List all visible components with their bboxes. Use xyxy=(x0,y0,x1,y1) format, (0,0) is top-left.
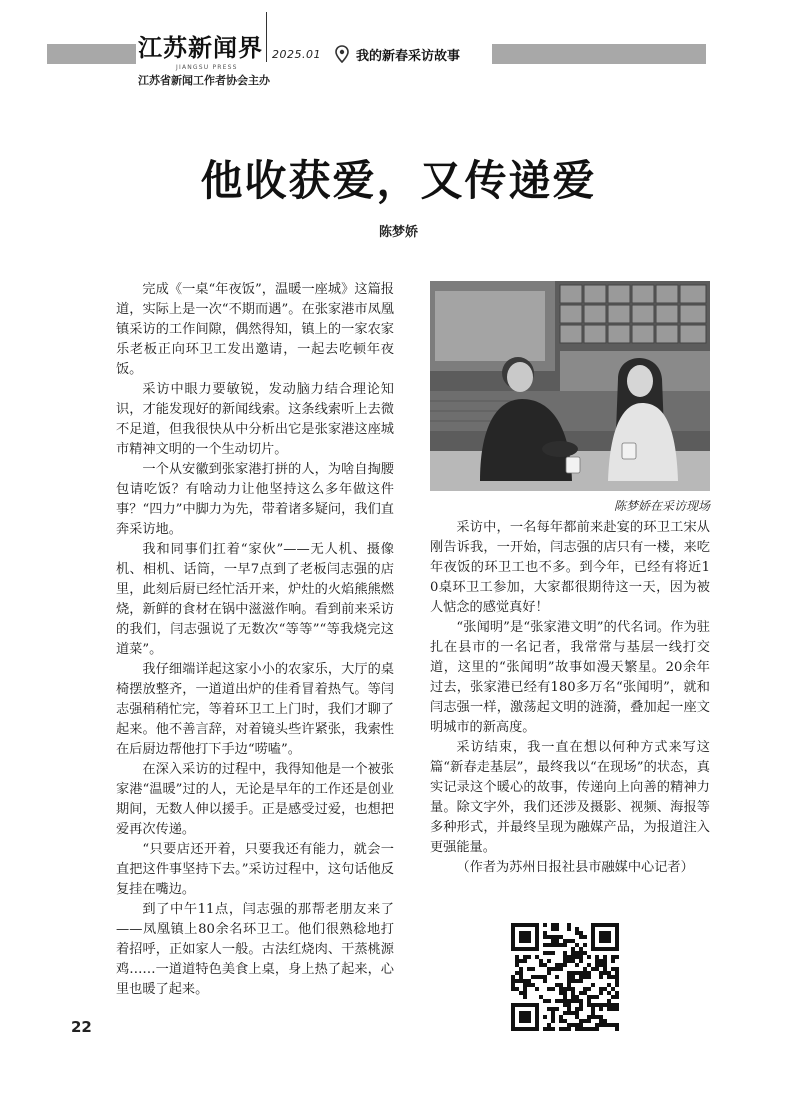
paragraph: 采访中眼力要敏锐，发动脑力结合理论知识，才能发现好的新闻线索。这条线索听上去微不足道，但我很快从中分析出它是张家港这座城市精神文明的一个生动切片。 xyxy=(116,382,394,457)
header-bar-left xyxy=(47,44,136,64)
article-author: 陈梦娇 xyxy=(378,225,418,240)
column-title: 我的新春采访故事 xyxy=(356,49,461,64)
photo-illustration xyxy=(430,281,710,491)
right-column xyxy=(430,518,710,878)
issue-number: 2025.01 xyxy=(272,48,321,61)
header-divider xyxy=(266,12,267,62)
photo-caption: 陈梦娇在采访现场 xyxy=(613,499,710,513)
header-bar-right xyxy=(492,44,706,64)
paragraph: 在深入采访的过程中，我得知他是一个被张家港“温暖”过的人，无论是早年的工作还是创业期间，无数人伸以援手。正是感受过爱，也想把爱再次传递。 xyxy=(116,762,394,837)
paragraph: 到了中午11点，闫志强的那帮老朋友来了——凤凰镇上80余名环卫工。他们很熟稔地打着招呼，正如家人一般。古法红烧肉、干蒸桃源鸡……一道道特色美食上桌，身上热了起来，心里也暖了起来。 xyxy=(116,902,394,997)
author-note: （作者为苏州日报社县市融媒中心记者） xyxy=(456,860,694,875)
paragraph: 一个从安徽到张家港打拼的人，为啥自掏腰包请吃饭？有啥动力让他坚持这么多年做这件事？“四力”中脚力为先，带着诸多疑问，我们直奔采访地。 xyxy=(116,462,394,537)
page-number: 22 xyxy=(71,1018,92,1036)
location-pin-icon xyxy=(335,45,349,63)
left-column xyxy=(116,280,394,1000)
paragraph: “张闻明”是“张家港文明”的代名词。作为驻扎在县市的一名记者，我常常与基层一线打交道，这里的“张闻明”故事如漫天繁星。20余年过去，张家港已经有180多万名“张闻明”，就和闫志强一样，激荡起文明的涟漪，叠加起一座文明城市的新高度。 xyxy=(430,620,710,735)
article-title: 他收获爱，又传递爱 xyxy=(200,156,597,205)
qr-code[interactable] xyxy=(511,923,619,1031)
paragraph: 采访结束，我一直在想以何种方式来写这篇“新春走基层”，最终我以“在现场”的状态，真实记录这个暖心的故事，传递向上向善的精神力量。除文字外，我们还涉及摄影、视频、海报等多种形式，并最终呈现为融媒产品，为报道注入更强能量。 xyxy=(430,740,710,855)
paragraph: “只要店还开着，只要我还有能力，就会一直把这件事坚持下去。”采访过程中，这句话他反复挂在嘴边。 xyxy=(116,842,394,897)
paragraph: 我仔细端详起这家小小的农家乐，大厅的桌椅摆放整齐，一道道出炉的佳肴冒着热气。等闫志强稍稍忙完，等着环卫工上门时，我们才聊了起来。他不善言辞，对着镜头些许紧张，我索性在后厨边帮他打下手边“唠嗑”。 xyxy=(116,662,394,757)
masthead-logo: 江苏新闻界 xyxy=(138,34,263,62)
paragraph: 采访中，一名每年都前来赴宴的环卫工宋从刚告诉我，一开始，闫志强的店只有一楼，来吃年夜饭的环卫工也不多。到今年，已经有将近10桌环卫工参加，大家都很期待这一天，因为被人惦念的感觉真好！ xyxy=(430,520,710,615)
sponsor-line: 江苏省新闻工作者协会主办 xyxy=(138,74,270,87)
paragraph: 完成《一桌“年夜饭”，温暖一座城》这篇报道，实际上是一次“不期而遇”。在张家港市凤凰镇采访的工作间隙，偶然得知，镇上的一家农家乐老板正向环卫工发出邀请，一起去吃顿年夜饭。 xyxy=(116,282,394,377)
paragraph: 我和同事们扛着“家伙”——无人机、摄像机、相机、话筒，一早7点到了老板闫志强的店里，此刻后厨已经忙活开来，炉灶的火焰熊熊燃烧，新鲜的食材在锅中滋滋作响。看到前来采访的我们，闫志强说了无数次“等等”“等我烧完这道菜”。 xyxy=(116,542,394,657)
masthead-english: JIANGSU PRESS xyxy=(176,64,238,71)
interview-photo xyxy=(430,281,710,491)
